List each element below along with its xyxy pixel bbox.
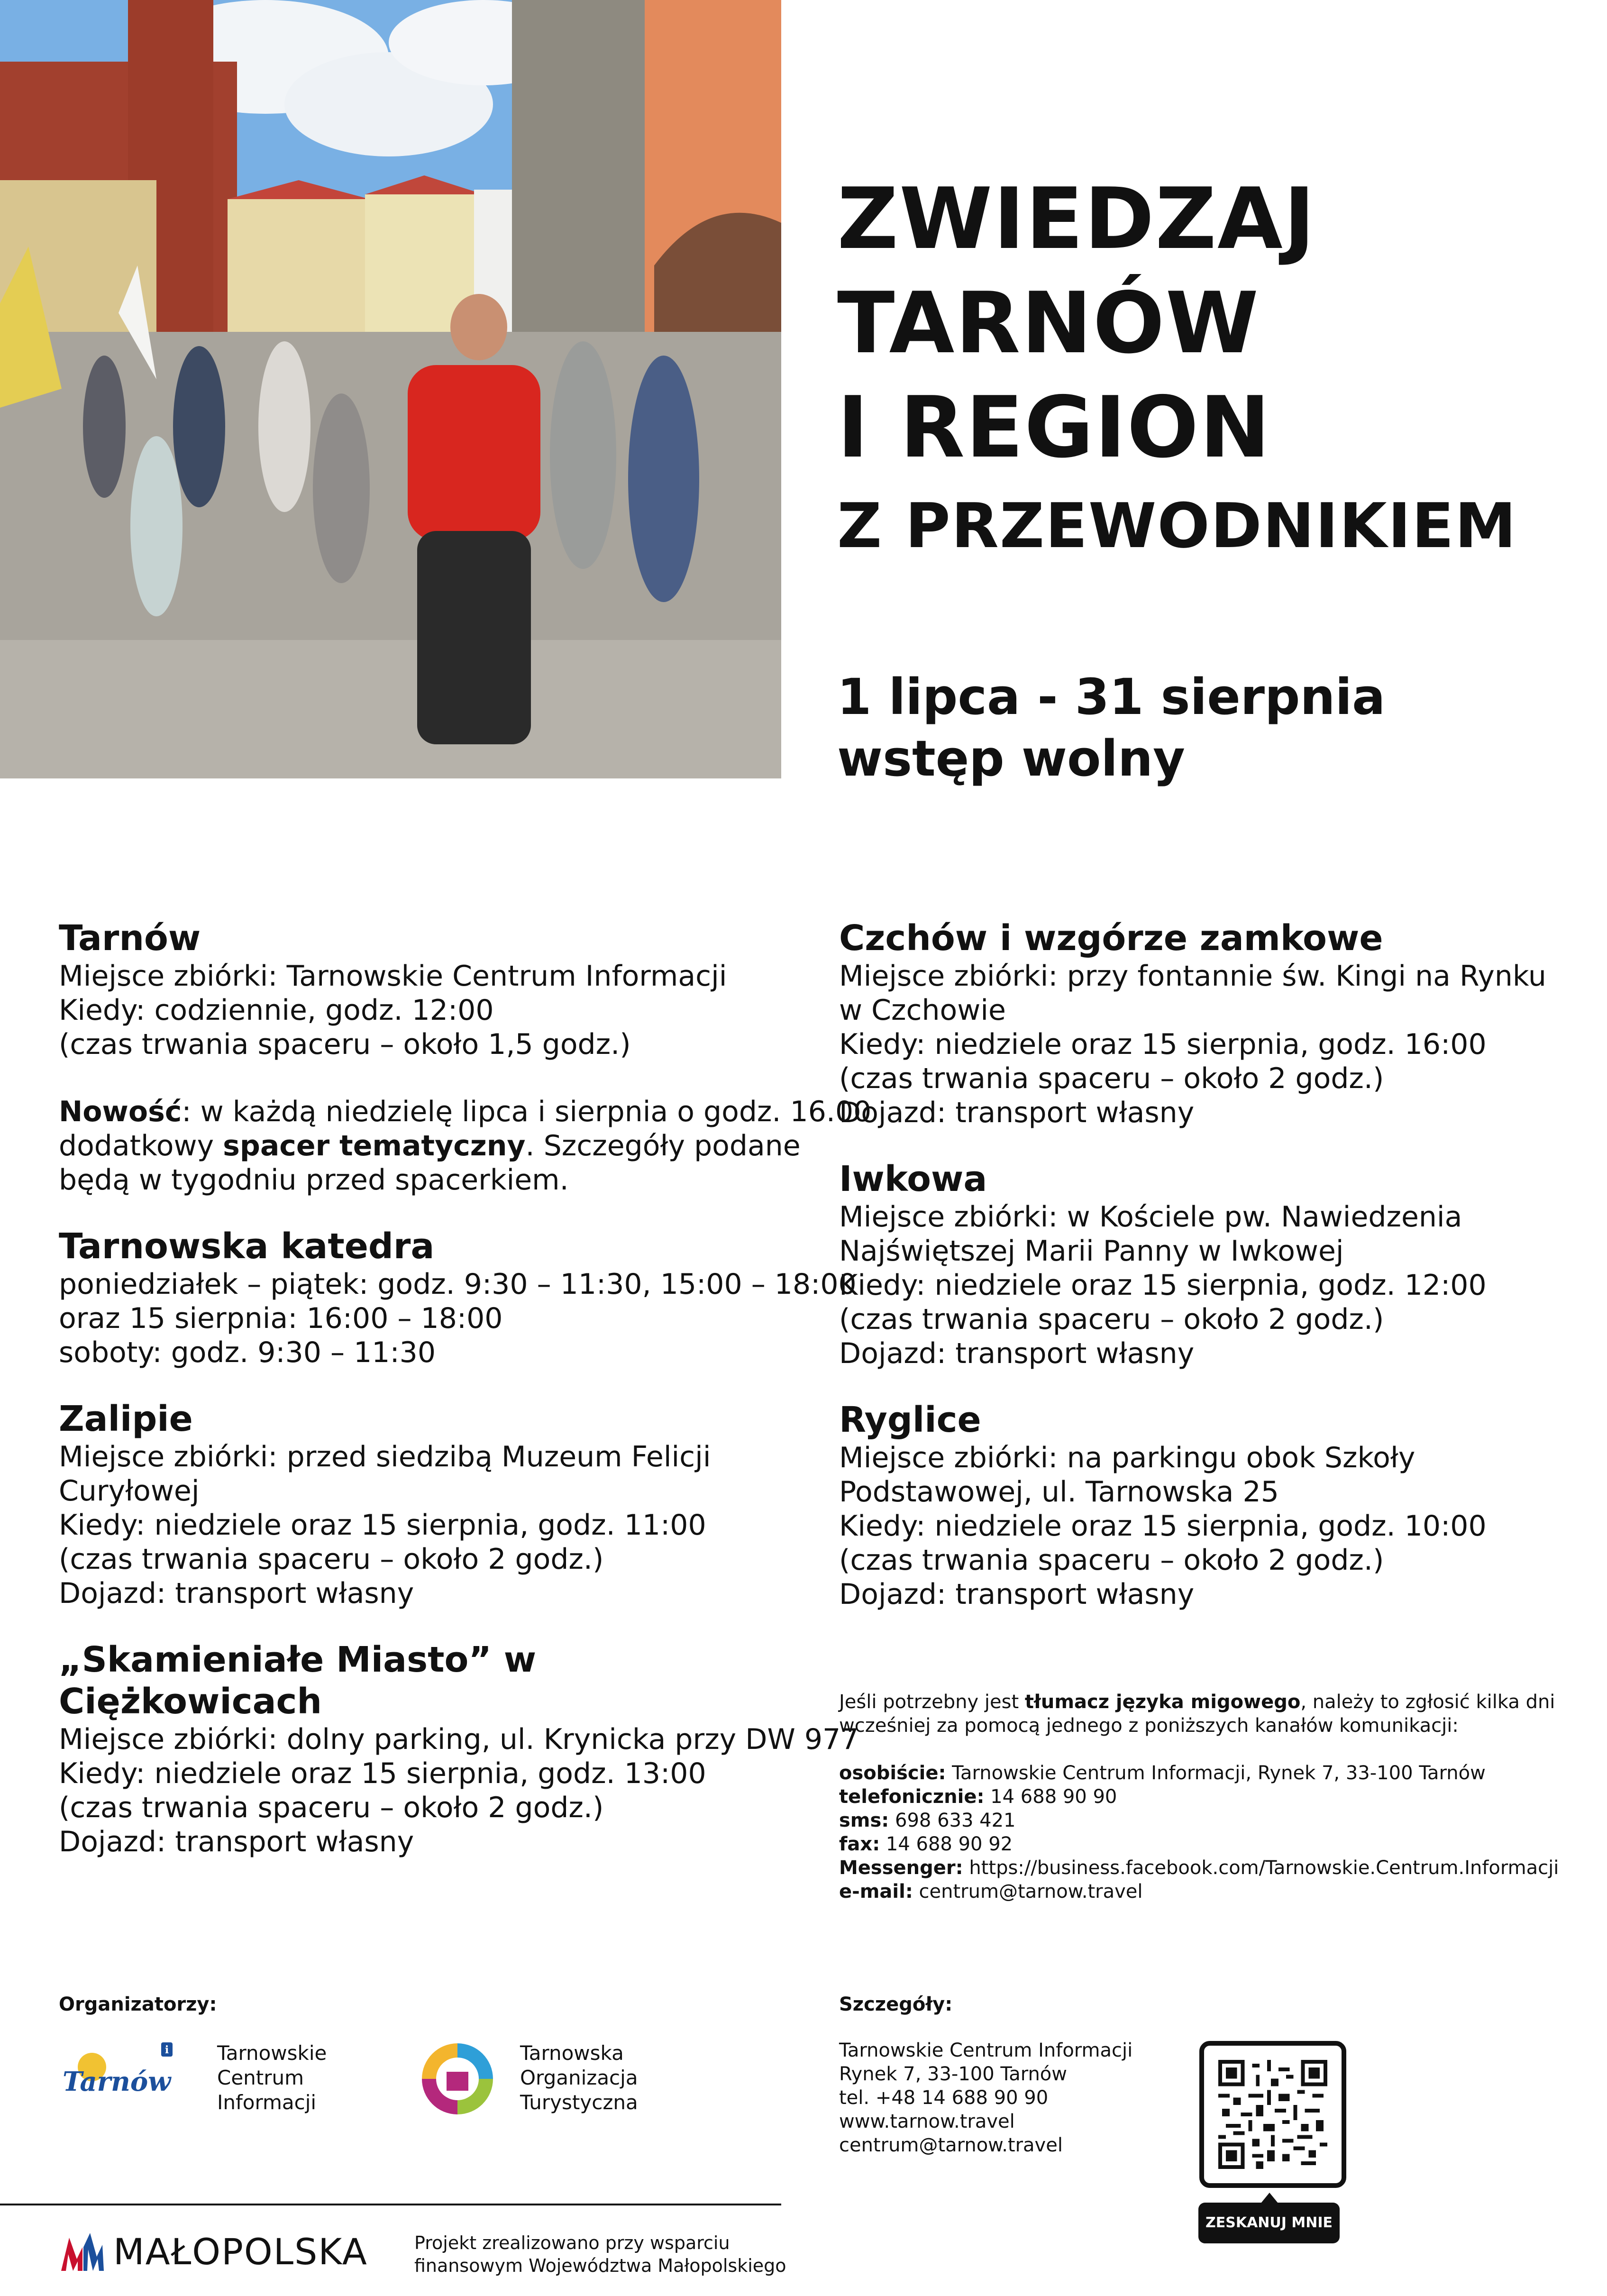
tarnow-new-line-3: będą w tygodniu przed spacerkiem. <box>59 1163 569 1197</box>
skamieniale-line-3: (czas trwania spaceru – około 2 godz.) <box>59 1791 604 1824</box>
czchow-line-4: (czas trwania spaceru – około 2 godz.) <box>839 1062 1384 1095</box>
qr-code-icon <box>1218 2060 1327 2169</box>
katedra-line-2: oraz 15 sierpnia: 16:00 – 18:00 <box>59 1302 503 1335</box>
project-note-line: finansowym Województwa Małopolskiego <box>414 2255 786 2276</box>
section-heading-katedra: Tarnowska katedra <box>59 1226 435 1267</box>
contact-label: osobiście: <box>839 1762 946 1784</box>
right-column <box>839 917 1569 1611</box>
details-label: Szczegóły: <box>839 1994 953 2015</box>
contact-label: fax: <box>839 1833 880 1855</box>
czchow-line-3: Kiedy: niedziele oraz 15 sierpnia, godz. 16:00 <box>839 1028 1487 1061</box>
project-note <box>414 2232 786 2277</box>
title-line-3: I REGION <box>837 378 1271 476</box>
details-block <box>839 2039 1132 2157</box>
info-line-2: wcześniej za pomocą jednego z poniższych kanałów komunikacji: <box>839 1715 1459 1737</box>
contact-sms <box>839 1809 1579 1832</box>
details-website[interactable]: www.tarnow.travel <box>839 2111 1015 2132</box>
scan-label-pointer <box>1261 2193 1278 2203</box>
contact-value: Tarnowskie Centrum Informacji, Rynek 7, 33-100 Tarnów <box>946 1762 1486 1784</box>
ryglice-line-4: (czas trwania spaceru – około 2 godz.) <box>839 1544 1384 1577</box>
tci-name-line: Informacji <box>217 2091 317 2114</box>
ryglice-line-5: Dojazd: transport własny <box>839 1578 1195 1611</box>
event-dates: 1 lipca - 31 sierpnia <box>837 668 1386 726</box>
contact-label: sms: <box>839 1810 889 1831</box>
contact-label: telefonicznie: <box>839 1786 985 1808</box>
title-line-1: ZWIEDZAJ <box>837 170 1316 268</box>
ryglice-line-2: Podstawowej, ul. Tarnowska 25 <box>839 1475 1279 1509</box>
tci-name <box>217 2041 327 2115</box>
contact-in-person <box>839 1761 1579 1785</box>
czchow-line-2: w Czchowie <box>839 994 1006 1027</box>
iwkowa-line-5: Dojazd: transport własny <box>839 1337 1195 1370</box>
tot-name <box>520 2041 638 2115</box>
contact-value: 14 688 90 90 <box>984 1786 1117 1808</box>
svg-text:i: i <box>164 2044 169 2056</box>
details-line: Rynek 7, 33-100 Tarnów <box>839 2063 1067 2085</box>
qr-code[interactable] <box>1199 2041 1346 2188</box>
footer-divider <box>0 2204 781 2205</box>
tot-name-line: Organizacja <box>520 2066 638 2089</box>
skamieniale-line-2: Kiedy: niedziele oraz 15 sierpnia, godz. 13:00 <box>59 1757 706 1790</box>
details-phone[interactable]: tel. +48 14 688 90 90 <box>839 2087 1049 2109</box>
ryglice-line-3: Kiedy: niedziele oraz 15 sierpnia, godz. 10:00 <box>839 1509 1487 1543</box>
details-line: Tarnowskie Centrum Informacji <box>839 2040 1133 2061</box>
sign-interpreter: tłumacz języka migowego <box>1024 1691 1301 1713</box>
zalipie-line-3: Kiedy: niedziele oraz 15 sierpnia, godz. 11:00 <box>59 1509 706 1542</box>
czchow-line-1: Miejsce zbiórki: przy fontannie św. Kingi na Rynku <box>839 960 1546 993</box>
contact-label: e-mail: <box>839 1881 913 1903</box>
new-text-2a: dodatkowy <box>59 1129 223 1162</box>
new-text-2c: . Szczegóły podane <box>525 1129 801 1162</box>
contact-value[interactable]: centrum@tarnow.travel <box>913 1881 1143 1903</box>
malopolska-logo <box>59 2228 391 2276</box>
ryglice-line-1: Miejsce zbiórki: na parkingu obok Szkoły <box>839 1441 1415 1474</box>
contact-messenger <box>839 1856 1579 1880</box>
details-email[interactable]: centrum@tarnow.travel <box>839 2134 1063 2156</box>
skamieniale-line-4: Dojazd: transport własny <box>59 1825 414 1858</box>
contact-phone <box>839 1785 1579 1809</box>
skamieniale-line-1: Miejsce zbiórki: dolny parking, ul. Krynicka przy DW 977 <box>59 1723 859 1756</box>
katedra-line-3: soboty: godz. 9:30 – 11:30 <box>59 1336 436 1369</box>
tci-name-line: Tarnowskie <box>217 2041 327 2065</box>
project-note-line: Projekt zrealizowano przy wsparciu <box>414 2232 730 2253</box>
iwkowa-line-1: Miejsce zbiórki: w Kościele pw. Nawiedzenia <box>839 1200 1462 1234</box>
section-heading-zalipie: Zalipie <box>59 1399 193 1439</box>
tarnow-line-1: Miejsce zbiórki: Tarnowskie Centrum Informacji <box>59 960 727 993</box>
new-text: : w każdą niedzielę lipca i sierpnia o godz. 16.00 <box>182 1095 872 1128</box>
tci-logo-icon <box>59 2039 173 2110</box>
tot-logo <box>417 2039 498 2119</box>
malopolska-logo-icon <box>59 2228 106 2276</box>
zalipie-line-1: Miejsce zbiórki: przed siedzibą Muzeum Felicji <box>59 1440 711 1473</box>
title-line-2: TARNÓW <box>837 274 1260 372</box>
contact-value: 14 688 90 92 <box>880 1833 1013 1855</box>
zalipie-line-2: Curyłowej <box>59 1474 200 1508</box>
tci-logo-text: Tarnów <box>63 2066 171 2097</box>
contact-fax <box>839 1832 1579 1856</box>
section-heading-iwkowa: Iwkowa <box>839 1159 987 1199</box>
organizers-label: Organizatorzy: <box>59 1994 217 2015</box>
new-label: Nowość <box>59 1095 182 1128</box>
info-text-1c: , należy to zgłosić kilka dni <box>1300 1691 1555 1713</box>
contact-email <box>839 1880 1579 1903</box>
tot-name-line: Tarnowska <box>520 2041 624 2065</box>
czchow-line-5: Dojazd: transport własny <box>839 1096 1195 1129</box>
tci-name-line: Centrum <box>217 2066 304 2089</box>
section-heading-ryglice: Ryglice <box>839 1400 981 1440</box>
tot-logo-icon <box>417 2039 498 2119</box>
zalipie-line-5: Dojazd: transport własny <box>59 1577 414 1610</box>
zalipie-line-4: (czas trwania spaceru – około 2 godz.) <box>59 1543 604 1576</box>
contact-value: 698 633 421 <box>889 1810 1016 1831</box>
iwkowa-line-3: Kiedy: niedziele oraz 15 sierpnia, godz. 12:00 <box>839 1269 1487 1302</box>
free-entry: wstęp wolny <box>837 730 1185 787</box>
tarnow-line-2: Kiedy: codziennie, godz. 12:00 <box>59 994 494 1027</box>
iwkowa-line-2: Najświętszej Marii Panny w Iwkowej <box>839 1235 1344 1268</box>
section-heading-skamieniale: „Skamieniałe Miasto” w Ciężkowicach <box>59 1639 537 1722</box>
themed-walk: spacer tematyczny <box>223 1129 526 1162</box>
info-line-1 <box>839 1690 1579 1714</box>
iwkowa-line-4: (czas trwania spaceru – około 2 godz.) <box>839 1303 1384 1336</box>
section-heading-czchow: Czchów i wzgórze zamkowe <box>839 918 1383 959</box>
tot-name-line: Turystyczna <box>520 2091 638 2114</box>
hero-photo <box>0 0 781 778</box>
scan-me-label: ZESKANUJ MNIE <box>1198 2203 1340 2243</box>
katedra-line-1: poniedziałek – piątek: godz. 9:30 – 11:30, 15:00 – 18:00 <box>59 1268 857 1301</box>
tarnow-new-line-1 <box>59 1095 872 1129</box>
title-line-4: Z PRZEWODNIKIEM <box>837 490 1517 562</box>
hero-illustration <box>0 0 781 778</box>
malopolska-wordmark: MAŁOPOLSKA <box>113 2231 368 2273</box>
contact-value[interactable]: https://business.facebook.com/Tarnowskie.Centrum.Informacji <box>963 1857 1559 1879</box>
sign-language-info <box>839 1690 1579 1903</box>
section-heading-tarnow: Tarnów <box>59 918 201 959</box>
tarnow-line-3: (czas trwania spaceru – około 1,5 godz.) <box>59 1028 631 1061</box>
tarnow-new-line-2 <box>59 1129 801 1163</box>
contact-label: Messenger: <box>839 1857 963 1879</box>
tci-logo <box>59 2039 173 2110</box>
info-text-1a: Jeśli potrzebny jest <box>839 1691 1025 1713</box>
